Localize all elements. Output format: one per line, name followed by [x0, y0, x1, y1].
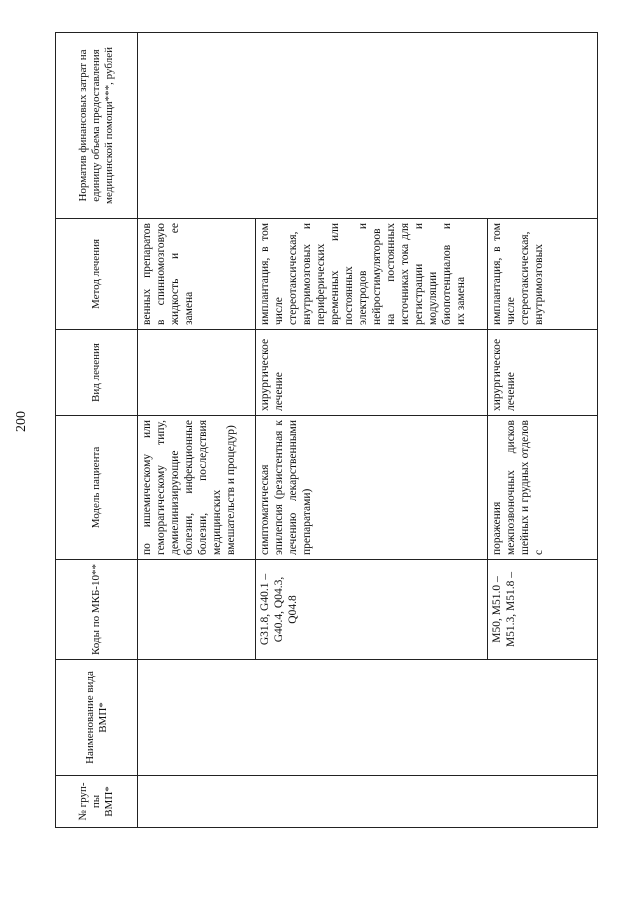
cell-model: поражения межпозвоночных дисков шейных и грудных отделов с [488, 416, 598, 560]
cell-model: по ишемическому или геморрагическому типу, демиелинизирующие болезни, инфекционные болезни, последствия медицинских вмешательств и процедур) [138, 416, 256, 560]
rotated-table-container [55, 33, 597, 828]
cell-method: венных препаратов в спинномозговую жидкость и ее замена [138, 219, 256, 330]
cell-codes: G31.8, G40.1 – G40.4, Q04.3, Q04.8 [256, 560, 488, 660]
cell-method: имплантация, в том числе стереотаксическая, внутримозговых и периферических временных или постоянных электродов и нейростимуляторов на постоянных источниках тока для регистрации и модуляции биопотенциалов и их замена [256, 219, 488, 330]
cell-codes [138, 560, 256, 660]
cell-codes: M50, M51.0 – M51.3, M51.8 – [488, 560, 598, 660]
table-row [138, 33, 256, 828]
cell-model: симптоматическая эпилепсия (резистентная к лечению лекарственными препаратами) [256, 416, 488, 560]
header-treat-type: Вид лечения [56, 330, 138, 416]
cell-treat-type: хирургическое лечение [488, 330, 598, 416]
cell-method: имплантация, в том числе стереотаксическая, внутримозговых [488, 219, 598, 330]
page-number: 200 [14, 411, 29, 432]
cell-treat-type [138, 330, 256, 416]
header-name: Наименование вида ВМП* [56, 660, 138, 776]
header-norm: Норматив финансовых затрат на единицу объема предоставления медицинской помощи***, рублей [56, 33, 138, 219]
header-row [56, 33, 138, 828]
cell-norm [138, 33, 598, 219]
cell-treat-type: хирургическое лечение [256, 330, 488, 416]
cell-group [138, 776, 598, 828]
cell-name [138, 660, 598, 776]
header-group: № груп-пы ВМП* [56, 776, 138, 828]
header-method: Метод лечения [56, 219, 138, 330]
header-codes: Коды по МКБ-10** [56, 560, 138, 660]
header-model: Модель пациента [56, 416, 138, 560]
vmp-table [55, 32, 598, 828]
